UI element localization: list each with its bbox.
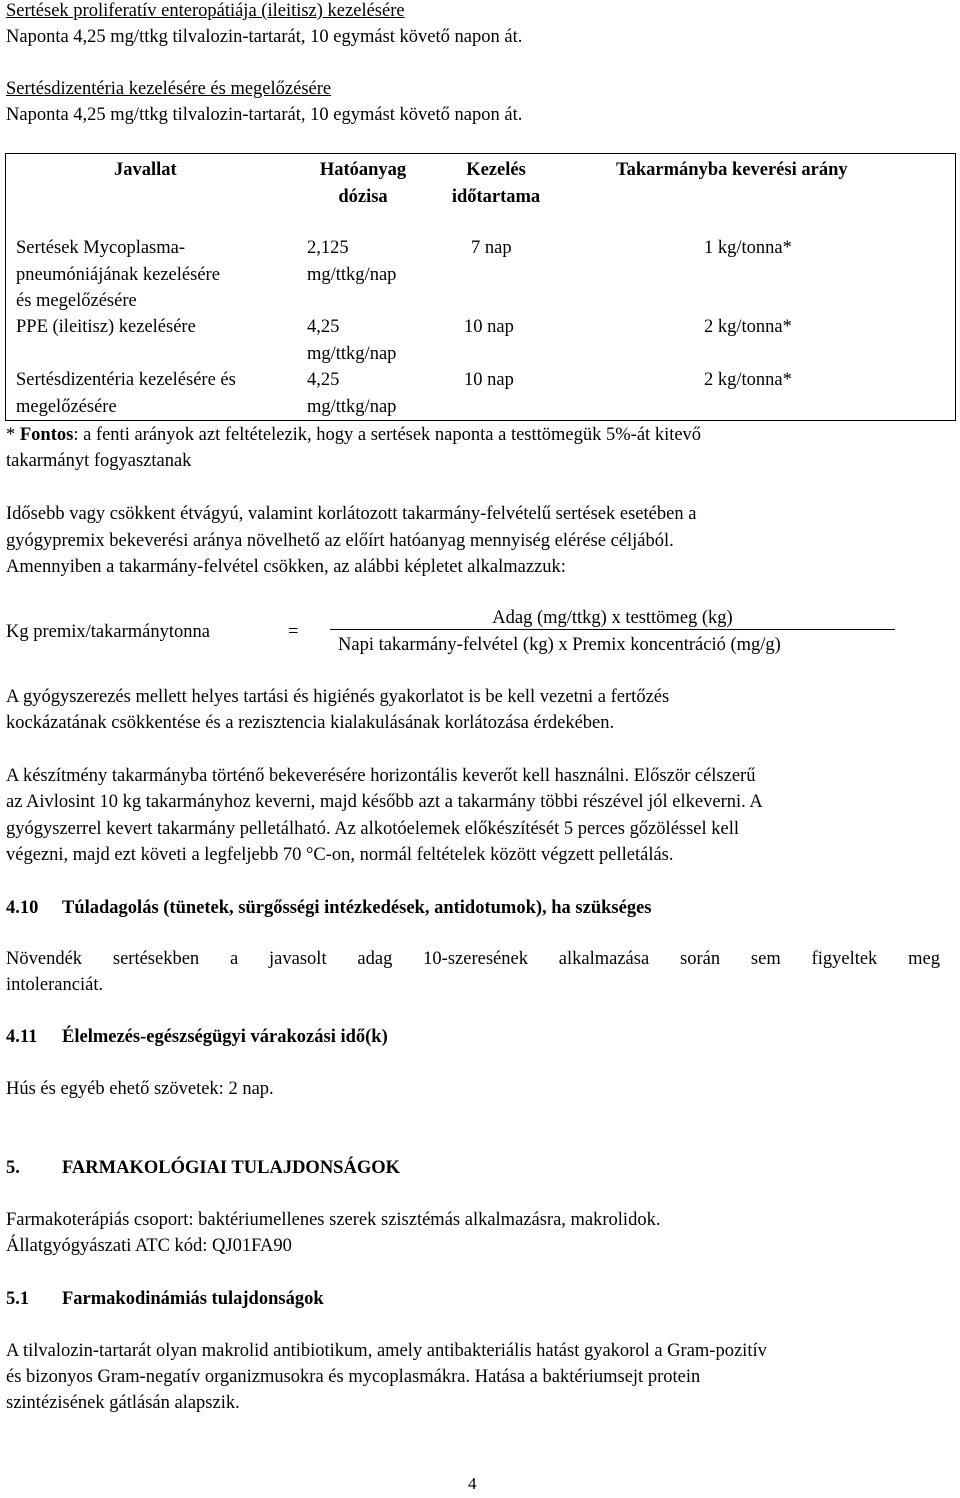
pharmacodynamics-line-1: A tilvalozin-tartarát olyan makrolid antibiotikum, amely antibakteriális hatást gyakorol a Gram-pozitív [6,1341,767,1361]
table-row-3-indication: Sertésdizentéria kezelésére és megelőzésére [16,370,236,417]
section-4-10-title: Túladagolás (tünetek, sürgősségi intézkedések, antidotumok), ha szükséges [62,898,652,918]
table-footnote-cont: takarmányt fogyasztanak [6,451,192,471]
table-header-ratio: Takarmányba keverési arány [616,160,848,180]
older-pigs-line-3: Amennyiben a takarmány-felvétel csökken, az alábbi képletet alkalmazzuk: [6,557,566,577]
mixing-line-4: végezni, majd ezt követi a legfeljebb 70 °C-on, normál feltételek között végzett pelletálás. [6,845,674,865]
gmp-line-2: kockázatának csökkentése és a rezisztencia kialakulásának korlátozása érdekében. [6,713,615,733]
formula-equals: = [288,622,299,642]
section-5-1-number: 5.1 [6,1289,30,1309]
pharmacodynamics-line-3: szintézisének gátlásán alapszik. [6,1393,240,1413]
section-5-title: FARMAKOLÓGIAI TULAJDONSÁGOK [62,1158,400,1178]
page-number: 4 [468,1474,477,1493]
section-5-1-title: Farmakodinámiás tulajdonságok [62,1289,324,1309]
mixing-line-1: A készítmény takarmányba történő bekeverésére horizontális keverőt kell használni. Először célszerű [6,766,756,786]
table-header-duration: Kezelés időtartama [451,160,541,207]
table-row-1-duration: 7 nap [471,238,512,258]
table-header-dose: Hatóanyag dózisa [319,160,407,207]
ileitis-heading: Sertések proliferatív enteropátiája (ileitisz) kezelésére [6,1,405,21]
withdrawal-text: Hús és egyéb ehető szövetek: 2 nap. [6,1079,274,1099]
older-pigs-line-2: gyógypremix bekeverési aránya növelhető az előírt hatóanyag mennyiség elérése céljából. [6,531,674,551]
mixing-line-2: az Aivlosint 10 kg takarmányhoz keverni, majd később azt a takarmány többi részével jól elkeverni. A [6,792,763,812]
table-row-2-dose: 4,25 mg/ttkg/nap [307,317,397,364]
table-row-2-ratio: 2 kg/tonna* [704,317,792,337]
dysentery-dosage-text: Naponta 4,25 mg/ttkg tilvalozin-tartarát, 10 egymást követő napon át. [6,105,523,125]
ileitis-dosage-text: Naponta 4,25 mg/ttkg tilvalozin-tartarát, 10 egymást követő napon át. [6,27,523,47]
section-5-number: 5. [6,1158,20,1178]
table-header-indication: Javallat [114,160,177,180]
table-row-2-duration: 10 nap [464,317,514,337]
table-row-1-ratio: 1 kg/tonna* [704,238,792,258]
section-4-11-title: Élelmezés-egészségügyi várakozási idő(k) [62,1027,388,1047]
formula-numerator: Adag (mg/ttkg) x testtömeg (kg) [492,608,733,628]
dysentery-heading: Sertésdizentéria kezelésére és megelőzésére [6,79,332,99]
section-4-11-number: 4.11 [6,1027,38,1047]
table-row-3-dose: 4,25 mg/ttkg/nap [307,370,397,417]
gmp-line-1: A gyógyszerezés mellett helyes tartási és higiénés gyakorlatot is be kell vezetni a fertőzés [6,687,670,707]
formula-denominator: Napi takarmány-felvétel (kg) x Premix koncentráció (mg/g) [338,635,781,655]
table-row-2-indication: PPE (ileitisz) kezelésére [16,317,196,337]
section-4-10-number: 4.10 [6,898,39,918]
overdose-line-2: intoleranciát. [6,975,104,995]
dosage-table [5,153,956,421]
formula-lhs: Kg premix/takarmánytonna [6,622,210,642]
overdose-line-1: Növendék sertésekben a javasolt adag 10-szeresének alkalmazása során sem figyeltek meg [6,949,940,969]
atc-code: Állatgyógyászati ATC kód: QJ01FA90 [6,1236,292,1256]
pharmacodynamics-line-2: és bizonyos Gram-negatív organizmusokra és mycoplasmákra. Hatása a baktériumsejt protein [6,1367,701,1387]
mixing-line-3: gyógyszerrel kevert takarmány pelletálható. Az alkotóelemek előkészítését 5 perces gőzöléssel kell [6,819,740,839]
pharmacotherapeutic-group: Farmakoterápiás csoport: baktériumellenes szerek szisztémás alkalmazásra, makrolidok. [6,1210,661,1230]
formula-fraction-bar [330,629,895,630]
table-row-1-indication: Sertések Mycoplasma- pneumóniájának kezelésére és megelőzésére [16,238,220,311]
older-pigs-line-1: Idősebb vagy csökkent étvágyú, valamint korlátozott takarmány-felvételű sertések esetében a [6,504,697,524]
table-row-3-ratio: 2 kg/tonna* [704,370,792,390]
table-footnote: * Fontos: a fenti arányok azt feltételezik, hogy a sertések naponta a testtömegük 5%-át kitevő [6,425,702,445]
table-row-3-duration: 10 nap [464,370,514,390]
table-row-1-dose: 2,125 mg/ttkg/nap [307,238,397,285]
